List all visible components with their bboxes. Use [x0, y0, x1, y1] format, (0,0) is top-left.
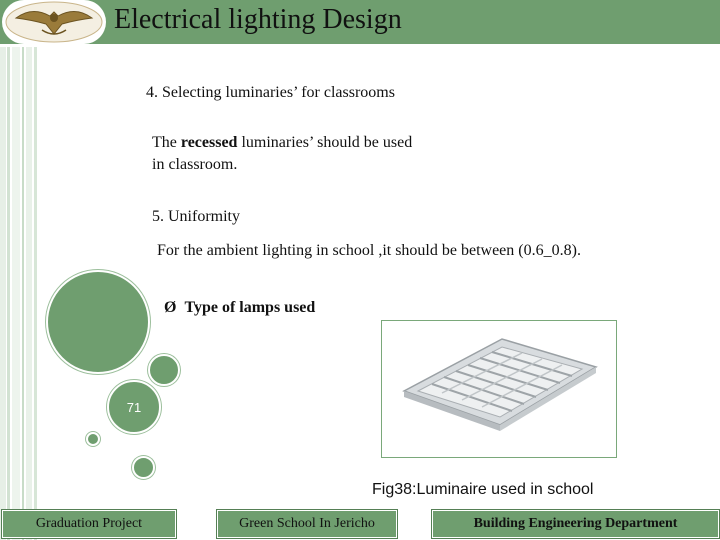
section-4-heading: 4. Selecting luminaries’ for classrooms: [146, 84, 395, 101]
small-decorative-circle: [148, 354, 180, 386]
footer-school-name: Green School In Jericho: [217, 510, 397, 538]
section-5-heading: 5. Uniformity: [152, 208, 240, 225]
recessed-luminaire-photo: [381, 320, 617, 458]
footer-department: Building Engineering Department: [432, 510, 719, 538]
section-4-text-line-1: [152, 134, 412, 152]
page-number: 71: [107, 380, 161, 434]
section-4-text-pre: The: [152, 134, 181, 151]
large-decorative-circle: [46, 270, 150, 374]
section-4-text-line-2: in classroom.: [152, 156, 238, 173]
university-seal-logo: [2, 0, 106, 44]
section-5-text: For the ambient lighting in school ,it should be between (0.6_0.8).: [157, 242, 581, 259]
header-bar: [0, 0, 720, 44]
left-decorative-stripes: [0, 0, 44, 540]
figure-caption: Fig38:Luminaire used in school: [372, 481, 594, 498]
tiny-decorative-circle: [86, 432, 100, 446]
header-divider: [0, 44, 720, 47]
slide-title: Electrical lighting Design: [114, 4, 402, 35]
lamps-heading: Type of lamps used: [184, 299, 316, 316]
section-4-text-post: luminaries’ should be used: [237, 134, 413, 151]
recessed-emphasis: recessed: [180, 134, 238, 151]
footer-graduation-project: Graduation Project: [2, 510, 176, 538]
lamps-bullet-item: [164, 299, 315, 317]
arrow-bullet-icon: Ø: [164, 299, 177, 316]
small-decorative-circle-2: [132, 456, 155, 479]
